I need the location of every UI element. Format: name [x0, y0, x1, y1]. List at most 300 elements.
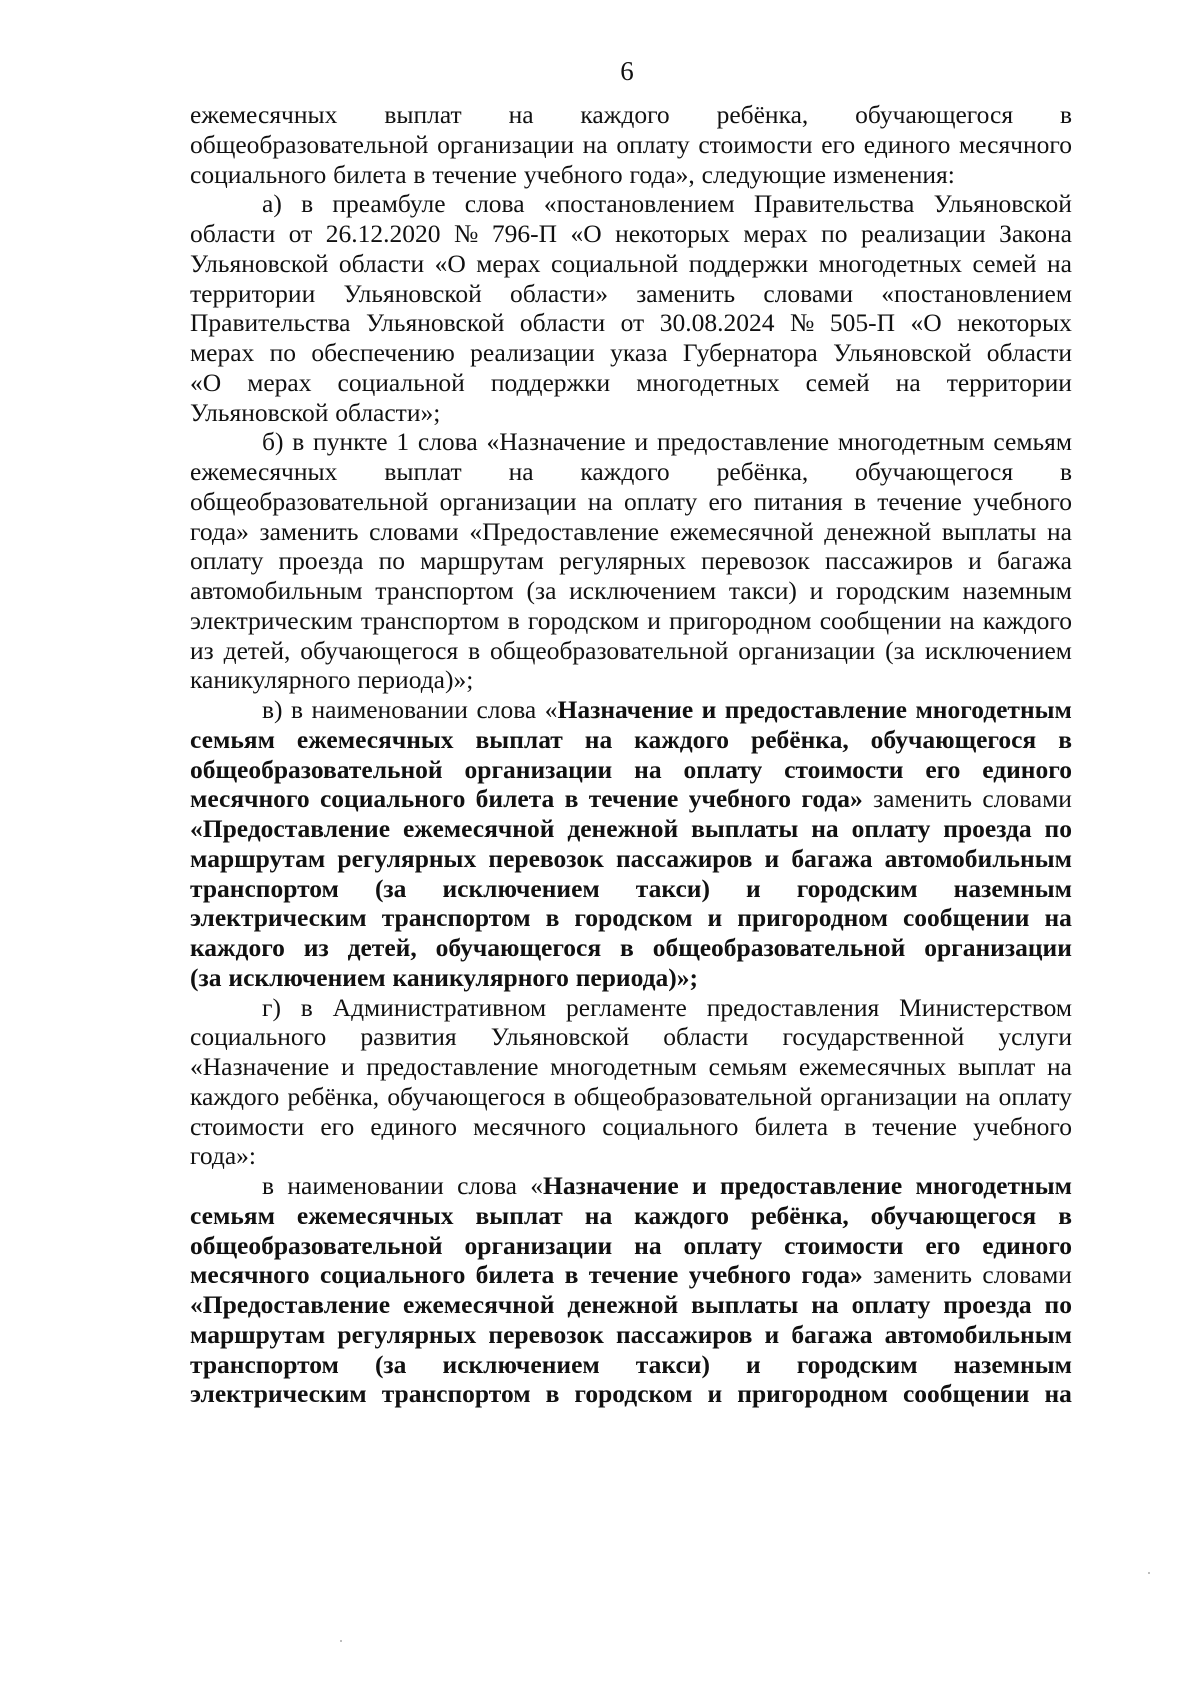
word: мерах	[190, 338, 255, 367]
word: «О	[910, 308, 942, 338]
word: общеобразовательной	[190, 754, 443, 784]
word: заменить	[259, 516, 359, 546]
word: учебного	[973, 486, 1072, 516]
text-line	[190, 814, 1072, 844]
word: «Предоставление	[190, 814, 391, 843]
word: следующие	[701, 159, 827, 189]
word: Ульяновской	[366, 308, 505, 338]
text-line	[190, 1022, 1072, 1052]
word: области»	[510, 278, 609, 308]
word: в	[854, 486, 867, 516]
word: социального	[319, 784, 466, 814]
word: регулярных	[337, 1319, 477, 1349]
word: оплату	[683, 1230, 763, 1260]
word: обучающегося	[870, 1200, 1037, 1230]
word: единого	[370, 1111, 457, 1141]
word: транспортом	[190, 1349, 339, 1379]
word: общеобразовательной	[190, 129, 429, 159]
word: пригородном	[669, 605, 812, 635]
word: территории	[946, 367, 1072, 397]
word: семьям	[708, 1052, 788, 1081]
word: многодетным	[837, 427, 985, 457]
word: регламенте	[566, 992, 687, 1022]
text-line	[190, 903, 1072, 933]
word: 30.08.2024	[659, 308, 775, 338]
word: течение	[588, 784, 679, 814]
word: денежной	[567, 814, 679, 843]
word: общеобразовательной	[573, 1081, 813, 1111]
word: «постановлением	[881, 278, 1072, 308]
word: №	[789, 308, 815, 338]
word: учебного	[688, 1260, 792, 1290]
word: его	[320, 1111, 355, 1141]
word: билета	[475, 784, 555, 814]
word: «О	[434, 248, 466, 278]
word: ежемесячных	[190, 100, 338, 129]
word: каждого	[190, 1081, 280, 1111]
word: словами	[369, 516, 459, 546]
text-line	[190, 1171, 1072, 1201]
text-line	[190, 576, 1072, 606]
word: в	[844, 1111, 857, 1141]
word: на	[1047, 1052, 1072, 1081]
word: б)	[262, 427, 284, 457]
text-line	[190, 725, 1072, 755]
word: денежной	[567, 1290, 679, 1319]
word: городском	[574, 903, 693, 933]
word: каждого	[982, 605, 1072, 635]
word: области	[986, 338, 1072, 367]
word: проезда	[943, 1290, 1032, 1319]
word: реализации	[860, 219, 986, 248]
word: ежемесячных	[296, 724, 454, 754]
word: мерах	[247, 367, 312, 397]
text-line	[190, 1231, 1072, 1261]
word: и	[764, 1319, 780, 1349]
word: билета	[754, 1111, 829, 1141]
word: общеобразовательной	[190, 1230, 443, 1260]
word: года»:	[190, 1141, 256, 1171]
word: его	[708, 486, 743, 516]
word: слова	[417, 427, 478, 457]
text-line	[190, 368, 1072, 398]
word: (за	[374, 873, 407, 903]
word: Ульяновской	[833, 338, 972, 367]
word: от	[620, 308, 645, 338]
word: года»	[190, 516, 249, 546]
word: многодетным	[915, 695, 1072, 724]
word: семей	[972, 248, 1037, 278]
word: ребёнка,	[716, 100, 809, 129]
scan-speck	[340, 1640, 342, 1642]
word: Административном	[332, 992, 547, 1022]
word: области»;	[335, 397, 441, 427]
word: в	[1058, 1200, 1072, 1230]
word: ежемесячных	[798, 1052, 947, 1081]
word: перевозок	[488, 1319, 604, 1349]
text-line	[190, 130, 1072, 160]
word: слова	[476, 695, 537, 724]
word: электрическим	[190, 903, 367, 933]
text-line	[190, 606, 1072, 636]
word: некоторых	[615, 219, 730, 248]
text-line	[190, 963, 1072, 993]
word: регулярных	[559, 546, 686, 576]
word: (за	[374, 1349, 407, 1379]
text-line	[190, 279, 1072, 309]
word: и	[707, 1379, 723, 1409]
word: мерах	[476, 248, 541, 278]
word: маршрутам	[190, 843, 326, 873]
word: пригородном	[737, 1379, 888, 1409]
text-line	[190, 517, 1072, 547]
word: на	[1044, 903, 1072, 933]
word: месячного	[190, 784, 310, 814]
word: каждого	[190, 933, 285, 962]
word: обучающегося	[435, 933, 602, 962]
word: единого	[863, 129, 951, 159]
word: обучающегося	[855, 100, 1014, 129]
word: билета	[475, 1260, 555, 1290]
text-line	[190, 160, 1072, 190]
word: организации	[464, 1230, 613, 1260]
word: исключением	[442, 1349, 600, 1379]
word: оплату	[683, 754, 763, 784]
word: учебного	[523, 159, 623, 189]
word: заменить	[873, 1260, 972, 1290]
word: каникулярного	[392, 962, 569, 992]
word: семей	[805, 367, 870, 397]
word: стоимости	[784, 1230, 904, 1260]
word: ежемесячной	[402, 1290, 555, 1319]
word: ребёнка,	[287, 1081, 380, 1111]
word: стоимости	[698, 129, 813, 159]
word: в)	[262, 695, 283, 724]
word: словами	[982, 1260, 1072, 1290]
word: указа	[610, 338, 668, 367]
word: на	[508, 457, 534, 486]
word: периода)»;	[575, 962, 699, 992]
word: словами	[982, 784, 1072, 814]
word: пункте	[313, 427, 388, 457]
word: социальной	[551, 248, 679, 278]
word: городском	[574, 1379, 693, 1409]
word: и	[707, 903, 723, 933]
word: обучающегося	[855, 457, 1014, 486]
word: года»	[801, 1260, 863, 1290]
word: периода)»;	[357, 665, 474, 695]
word: выплат	[384, 100, 462, 129]
word: оплату	[998, 1081, 1072, 1111]
word: в	[262, 1171, 275, 1200]
word: транспортом	[375, 576, 514, 605]
word: каждого	[580, 457, 670, 486]
text-line	[190, 249, 1072, 279]
text-line	[190, 665, 1072, 695]
word: ежемесячных	[296, 1200, 454, 1230]
word: ребёнка,	[716, 457, 809, 486]
word: слова	[457, 1171, 517, 1200]
word: обучающегося	[300, 635, 459, 665]
word: на	[1044, 1379, 1072, 1409]
word: и	[764, 843, 780, 873]
word: года»,	[629, 159, 695, 189]
word: выплаты	[941, 516, 1037, 546]
word: единого	[982, 754, 1072, 784]
word: течение	[588, 1260, 679, 1290]
word: каждого	[634, 1200, 730, 1230]
word: организации	[820, 1081, 958, 1111]
word: ежемесячных	[190, 457, 338, 486]
word: предоставление	[656, 427, 830, 457]
word: на	[1047, 248, 1072, 278]
word: области	[519, 308, 606, 338]
word: выплаты	[691, 1290, 799, 1319]
text-line	[190, 219, 1072, 249]
word: на	[965, 1081, 991, 1111]
word: каждого	[634, 724, 730, 754]
word: в	[620, 933, 634, 962]
word: и	[809, 576, 824, 605]
word: 1	[396, 427, 410, 457]
word: ежемесячной	[402, 814, 555, 843]
word: на	[1046, 516, 1072, 546]
word: ребёнка,	[751, 1200, 849, 1230]
word: области	[338, 248, 425, 278]
word: от	[288, 219, 313, 248]
word: предоставление	[719, 1171, 903, 1200]
word: 505-П	[829, 308, 896, 338]
word: выплат	[384, 457, 462, 486]
word: и	[340, 1052, 355, 1081]
text-line	[190, 1379, 1072, 1409]
word: «Предоставление	[190, 1290, 391, 1319]
word: семьям	[190, 1200, 275, 1230]
word: электрическим	[190, 605, 353, 635]
word: оплату	[851, 1290, 931, 1319]
word: территории	[190, 278, 316, 308]
text-line	[190, 338, 1072, 368]
word: течение	[432, 159, 517, 189]
word: на	[587, 486, 613, 516]
word: автомобильным	[190, 576, 363, 605]
word: ежемесячной	[669, 516, 814, 546]
word: на	[584, 724, 613, 754]
page-number: 6	[620, 56, 634, 86]
word: ребёнка,	[751, 724, 849, 754]
word: регулярных	[337, 843, 477, 873]
word: оплату	[190, 546, 264, 576]
word: месячного	[959, 129, 1072, 159]
word: №	[454, 219, 479, 248]
word: мерах	[743, 219, 808, 248]
word: по	[378, 546, 406, 576]
word: общеобразовательной	[652, 933, 906, 962]
word: социального	[190, 159, 327, 189]
word: на	[811, 814, 839, 843]
text-line	[190, 1052, 1072, 1082]
word: обучающегося	[387, 1081, 546, 1111]
word: общеобразовательной	[490, 635, 729, 665]
word: денежной	[824, 516, 932, 546]
word: выплат	[475, 1200, 563, 1230]
word: организации	[738, 635, 876, 665]
word: по	[269, 338, 297, 367]
word: преамбуле	[332, 189, 446, 219]
text-line	[190, 1350, 1072, 1380]
word: учебного	[973, 1111, 1072, 1141]
word: единого	[982, 1230, 1072, 1260]
word: течение	[872, 1111, 957, 1141]
word: пассажиров	[615, 1319, 753, 1349]
word: заменить	[636, 278, 736, 308]
word: в	[468, 635, 481, 665]
word: транспортом	[190, 873, 339, 903]
word: семьям	[190, 724, 275, 754]
word: и	[701, 695, 717, 724]
word: каникулярного	[190, 665, 351, 695]
word: обучающегося	[870, 724, 1037, 754]
word: течение	[877, 486, 962, 516]
word: из	[190, 635, 214, 665]
word: в	[292, 427, 305, 457]
word: года»	[801, 784, 863, 814]
word: городским	[796, 873, 918, 903]
word: социального	[319, 1260, 466, 1290]
word: наземным	[962, 576, 1072, 605]
word: г)	[262, 992, 281, 1022]
word: на	[634, 1230, 662, 1260]
word: пассажиров	[824, 546, 953, 576]
word: развития	[360, 1022, 457, 1052]
text-line	[190, 1141, 1072, 1171]
word: услуги	[998, 1022, 1072, 1052]
word: на	[508, 100, 534, 129]
word: его	[925, 754, 961, 784]
word: исключением	[442, 873, 600, 903]
word: организации	[464, 754, 613, 784]
word: учебного	[688, 784, 792, 814]
text-line	[190, 755, 1072, 785]
word: на	[895, 367, 921, 397]
word: в	[291, 695, 304, 724]
word: некоторых	[957, 308, 1072, 338]
word: детей,	[347, 933, 417, 962]
word: социального	[602, 1111, 739, 1141]
word: многодетным	[550, 1052, 697, 1081]
word: на	[584, 1200, 613, 1230]
word: и	[745, 1349, 761, 1379]
text-line	[190, 933, 1072, 963]
word: месячного	[190, 1260, 310, 1290]
document-body	[190, 100, 1072, 1409]
word: (за	[885, 635, 915, 665]
word: «О	[570, 219, 602, 248]
word: предоставление	[724, 695, 907, 724]
word: сообщении	[819, 605, 942, 635]
word: в	[1059, 100, 1072, 129]
word: государственной	[782, 1022, 965, 1052]
word: багажа	[996, 546, 1072, 576]
word: предоставление	[366, 1052, 539, 1081]
word: исключением	[924, 635, 1072, 665]
word: Правительства	[190, 308, 351, 338]
text-line	[190, 1260, 1072, 1290]
text-line	[190, 427, 1072, 457]
word: каждого	[580, 100, 670, 129]
text-line	[190, 189, 1072, 219]
text-line	[190, 993, 1072, 1023]
text-line	[190, 1082, 1072, 1112]
word: в	[300, 992, 313, 1022]
word: «Назначение	[544, 695, 694, 724]
text-line	[190, 874, 1072, 904]
word: (за	[190, 962, 222, 992]
word: области	[663, 1022, 749, 1052]
word: в	[553, 1081, 566, 1111]
word: и	[745, 873, 761, 903]
word: проезда	[943, 814, 1032, 843]
word: «Назначение	[530, 1171, 679, 1200]
word: автомобильным	[884, 843, 1072, 873]
word: Ульяновской	[490, 1022, 630, 1052]
word: Губернатора	[682, 338, 818, 367]
word: перевозок	[488, 843, 604, 873]
word: на	[634, 754, 662, 784]
word: «Предоставление	[469, 516, 660, 546]
word: в	[545, 903, 560, 933]
word: стоимости	[190, 1111, 305, 1141]
word: его	[821, 129, 856, 159]
word: в	[301, 189, 314, 219]
word: транспортом	[381, 1379, 531, 1409]
word: билета	[333, 159, 407, 189]
word: в	[564, 1260, 579, 1290]
word: семьям	[993, 427, 1072, 457]
word: в	[413, 159, 426, 189]
text-line	[190, 546, 1072, 576]
word: выплат	[475, 724, 563, 754]
word: обеспечению	[311, 338, 455, 367]
word: пассажиров	[615, 843, 753, 873]
word: транспортом	[360, 605, 500, 635]
word: (за	[526, 576, 557, 605]
word: слова	[464, 189, 525, 219]
word: выплаты	[691, 814, 799, 843]
word: выплат	[957, 1052, 1036, 1081]
word: наименовании	[311, 695, 468, 724]
word: Министерством	[899, 992, 1072, 1022]
word: проезда	[278, 546, 364, 576]
word: организации	[924, 933, 1072, 962]
scan-speck	[1148, 1572, 1150, 1574]
word: на	[949, 605, 975, 635]
word: поддержки	[490, 367, 611, 397]
word: Ульяновской	[190, 248, 329, 278]
word: социальной	[337, 367, 465, 397]
word: на	[582, 129, 608, 159]
word: поддержки	[688, 248, 809, 278]
word: в	[564, 784, 579, 814]
word: на	[811, 1290, 839, 1319]
text-line	[190, 1112, 1072, 1142]
word: заменить	[873, 784, 972, 814]
word: Закона	[999, 219, 1072, 248]
word: багажа	[791, 1319, 873, 1349]
word: социального	[190, 1022, 327, 1052]
word: по	[821, 219, 848, 248]
word: и	[691, 1171, 707, 1200]
